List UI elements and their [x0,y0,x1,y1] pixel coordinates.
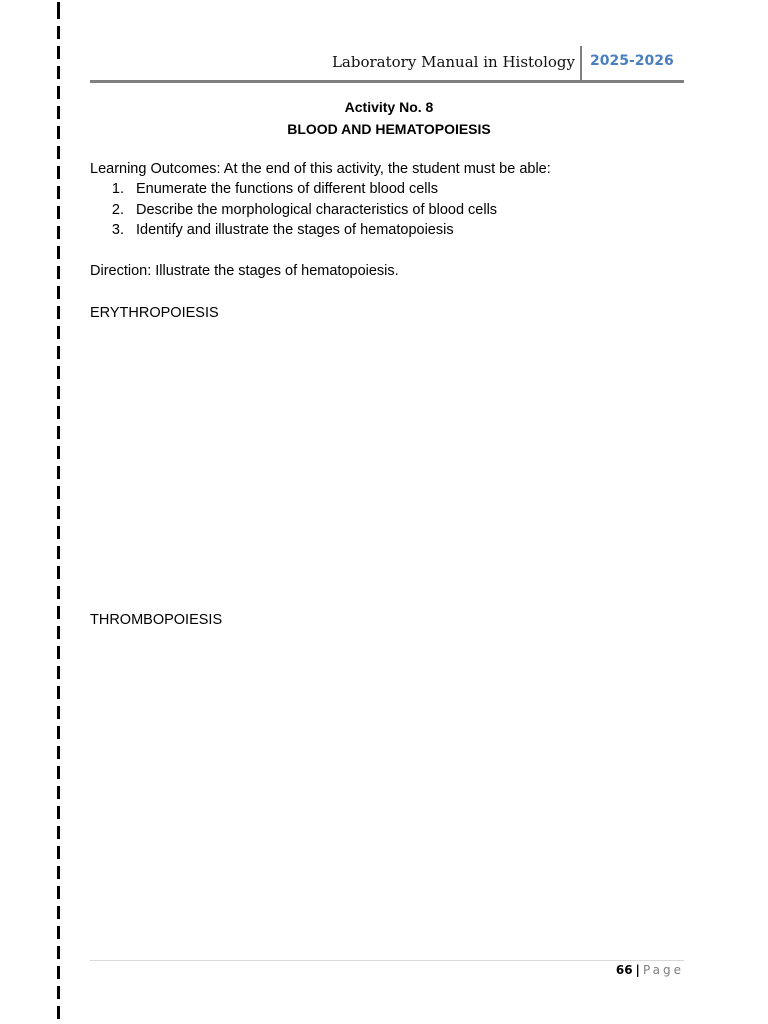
manual-title: Laboratory Manual in Histology [331,53,575,71]
list-item-text: Enumerate the functions of different blood cells [136,181,439,197]
page-label: Page [642,963,684,977]
section-heading-erythropoiesis: ERYTHROPOIESIS [90,305,219,321]
direction-text: Direction: Illustrate the stages of hematopoiesis. [90,263,399,279]
list-item-number: 2. [111,202,124,218]
dashed-cut-line [57,0,60,1024]
learning-outcomes-intro: Learning Outcomes: At the end of this activity, the student must be able: [90,161,551,177]
page-number: 66 [615,963,633,977]
list-item-text: Identify and illustrate the stages of hematopoiesis [136,222,454,238]
activity-title: BLOOD AND HEMATOPOIESIS [287,121,491,137]
page-separator: | [635,963,640,977]
academic-year: 2025-2026 [590,53,674,69]
page-header [90,46,684,83]
footer-divider [90,960,684,961]
list-item-number: 3. [111,222,124,238]
list-item-number: 1. [111,181,124,197]
header-divider [580,46,582,80]
page-footer [616,963,684,977]
activity-number: Activity No. 8 [344,99,434,115]
list-item-text: Describe the morphological characteristics of blood cells [136,202,498,218]
section-heading-thrombopoiesis: THROMBOPOIESIS [90,612,223,628]
